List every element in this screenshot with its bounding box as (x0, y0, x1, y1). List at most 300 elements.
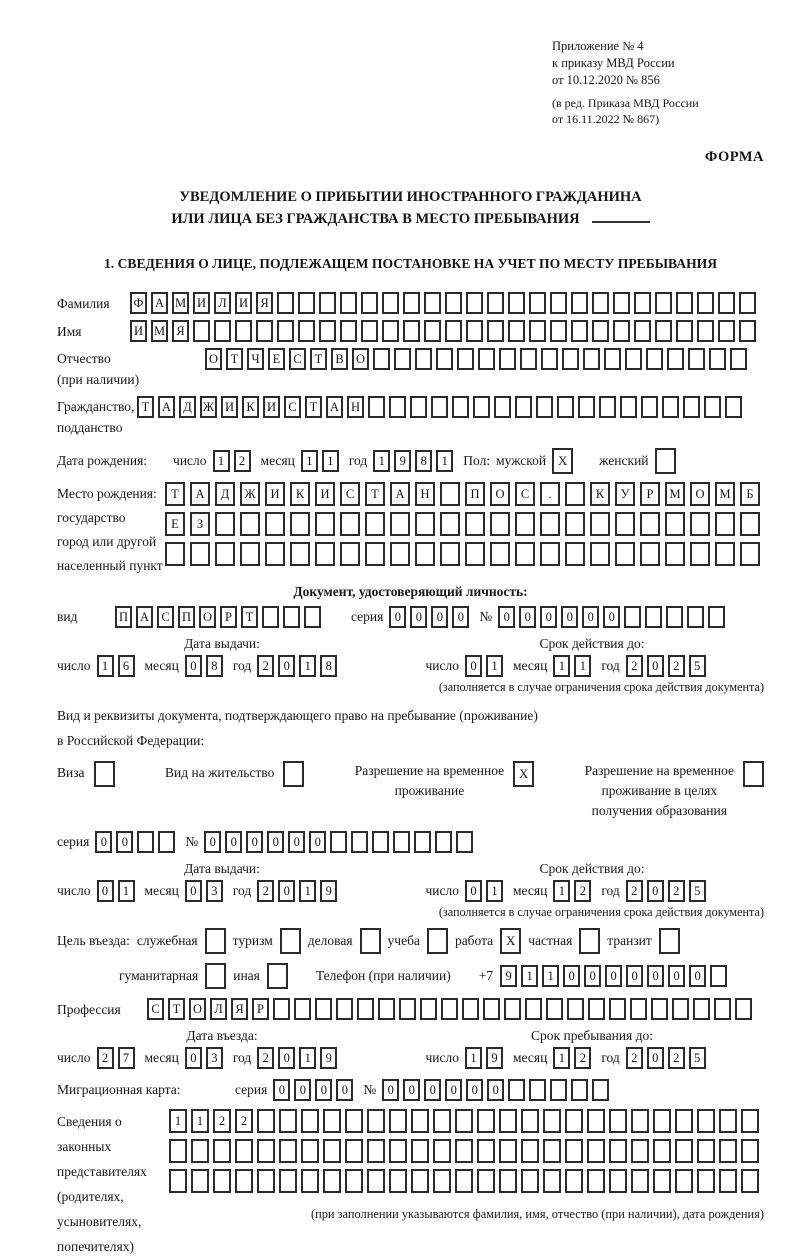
form-cell[interactable] (543, 1109, 561, 1133)
form-cell[interactable] (424, 292, 441, 314)
form-cell[interactable] (653, 1139, 671, 1163)
sex-female-checkbox[interactable] (655, 448, 676, 474)
form-cell[interactable]: 9 (394, 450, 411, 472)
form-cell[interactable] (477, 1139, 495, 1163)
form-cell[interactable] (340, 292, 357, 314)
form-cell[interactable]: 0 (273, 1079, 290, 1101)
form-cell[interactable]: 0 (647, 880, 664, 902)
form-cell[interactable]: 0 (605, 965, 622, 987)
form-cell[interactable] (697, 1169, 715, 1193)
form-cell[interactable]: П (178, 606, 195, 628)
form-cell[interactable]: 0 (95, 831, 112, 853)
form-cell[interactable] (499, 1139, 517, 1163)
form-cell[interactable] (529, 320, 546, 342)
form-cell[interactable]: П (115, 606, 132, 628)
form-cell[interactable] (382, 320, 399, 342)
form-cell[interactable] (389, 1169, 407, 1193)
form-cell[interactable] (466, 292, 483, 314)
form-cell[interactable] (667, 348, 684, 370)
form-cell[interactable] (361, 320, 378, 342)
form-cell[interactable]: Д (179, 396, 196, 418)
form-cell[interactable] (265, 512, 285, 536)
form-cell[interactable] (697, 320, 714, 342)
form-cell[interactable] (676, 292, 693, 314)
form-cell[interactable] (675, 1169, 693, 1193)
form-cell[interactable]: 1 (486, 880, 503, 902)
form-cell[interactable] (456, 831, 473, 853)
form-cell[interactable]: К (242, 396, 259, 418)
form-cell[interactable] (665, 542, 685, 566)
form-cell[interactable] (390, 542, 410, 566)
form-cell[interactable]: М (151, 320, 168, 342)
form-cell[interactable] (609, 1139, 627, 1163)
edu-permit-checkbox[interactable] (743, 761, 764, 787)
form-cell[interactable] (240, 542, 260, 566)
form-cell[interactable]: 9 (320, 1047, 337, 1069)
form-cell[interactable]: 2 (213, 1109, 231, 1133)
form-cell[interactable] (741, 1109, 759, 1133)
form-cell[interactable] (515, 396, 532, 418)
form-cell[interactable] (565, 1109, 583, 1133)
form-cell[interactable]: О (352, 348, 369, 370)
form-cell[interactable] (708, 606, 725, 628)
form-cell[interactable] (653, 1169, 671, 1193)
form-cell[interactable] (571, 292, 588, 314)
form-cell[interactable] (477, 1109, 495, 1133)
form-cell[interactable] (709, 348, 726, 370)
form-cell[interactable]: К (590, 482, 610, 506)
form-cell[interactable] (645, 606, 662, 628)
form-cell[interactable]: 2 (257, 655, 274, 677)
form-cell[interactable] (277, 320, 294, 342)
form-cell[interactable] (630, 998, 647, 1020)
form-cell[interactable]: 0 (410, 606, 427, 628)
form-cell[interactable] (655, 320, 672, 342)
form-cell[interactable] (683, 396, 700, 418)
form-cell[interactable]: 1 (436, 450, 453, 472)
form-cell[interactable] (435, 831, 452, 853)
form-cell[interactable] (345, 1169, 363, 1193)
form-cell[interactable]: С (147, 998, 164, 1020)
form-cell[interactable] (340, 542, 360, 566)
form-cell[interactable] (365, 542, 385, 566)
form-cell[interactable] (499, 1169, 517, 1193)
form-cell[interactable]: 2 (257, 880, 274, 902)
form-cell[interactable] (515, 542, 535, 566)
form-cell[interactable] (420, 998, 437, 1020)
form-cell[interactable]: 0 (668, 965, 685, 987)
form-cell[interactable]: 1 (486, 655, 503, 677)
form-cell[interactable] (515, 512, 535, 536)
form-cell[interactable] (445, 292, 462, 314)
form-cell[interactable]: И (263, 396, 280, 418)
form-cell[interactable] (373, 348, 390, 370)
form-cell[interactable]: Ч (247, 348, 264, 370)
form-cell[interactable] (399, 998, 416, 1020)
form-cell[interactable]: О (690, 482, 710, 506)
form-cell[interactable] (455, 1109, 473, 1133)
form-cell[interactable] (158, 831, 175, 853)
form-cell[interactable]: Л (214, 292, 231, 314)
form-cell[interactable] (490, 512, 510, 536)
form-cell[interactable]: 0 (225, 831, 242, 853)
form-cell[interactable]: И (193, 292, 210, 314)
form-cell[interactable] (718, 320, 735, 342)
form-cell[interactable]: 0 (466, 1079, 483, 1101)
form-cell[interactable] (588, 998, 605, 1020)
form-cell[interactable]: 1 (574, 655, 591, 677)
form-cell[interactable]: 1 (301, 450, 318, 472)
form-cell[interactable] (367, 1169, 385, 1193)
form-cell[interactable]: 2 (626, 655, 643, 677)
form-cell[interactable] (730, 348, 747, 370)
form-cell[interactable] (599, 396, 616, 418)
form-cell[interactable] (214, 320, 231, 342)
form-cell[interactable]: С (340, 482, 360, 506)
form-cell[interactable] (433, 1109, 451, 1133)
form-cell[interactable] (567, 998, 584, 1020)
form-cell[interactable]: Ж (240, 482, 260, 506)
form-cell[interactable] (740, 542, 760, 566)
form-cell[interactable] (191, 1139, 209, 1163)
form-cell[interactable]: 0 (294, 1079, 311, 1101)
form-cell[interactable]: 2 (626, 1047, 643, 1069)
temp-permit-checkbox[interactable]: X (513, 761, 534, 787)
form-cell[interactable]: 1 (373, 450, 390, 472)
form-cell[interactable] (478, 348, 495, 370)
form-cell[interactable] (169, 1139, 187, 1163)
form-cell[interactable] (646, 348, 663, 370)
purpose-private-checkbox[interactable] (579, 928, 600, 954)
form-cell[interactable]: 3 (206, 1047, 223, 1069)
purpose-official-checkbox[interactable] (205, 928, 226, 954)
form-cell[interactable] (415, 542, 435, 566)
form-cell[interactable]: 5 (689, 1047, 706, 1069)
form-cell[interactable]: 0 (647, 1047, 664, 1069)
form-cell[interactable] (529, 292, 546, 314)
form-cell[interactable] (403, 292, 420, 314)
form-cell[interactable]: Т (165, 482, 185, 506)
form-cell[interactable] (592, 292, 609, 314)
form-cell[interactable] (301, 1139, 319, 1163)
form-cell[interactable] (304, 606, 321, 628)
form-cell[interactable]: 1 (542, 965, 559, 987)
form-cell[interactable] (367, 1109, 385, 1133)
form-cell[interactable] (213, 1169, 231, 1193)
visa-checkbox[interactable] (94, 761, 115, 787)
form-cell[interactable]: 1 (213, 450, 230, 472)
form-cell[interactable] (583, 348, 600, 370)
form-cell[interactable] (382, 292, 399, 314)
form-cell[interactable]: 0 (246, 831, 263, 853)
form-cell[interactable] (631, 1109, 649, 1133)
form-cell[interactable]: 0 (403, 1079, 420, 1101)
form-cell[interactable]: 0 (185, 655, 202, 677)
form-cell[interactable] (315, 542, 335, 566)
form-cell[interactable]: И (235, 292, 252, 314)
form-cell[interactable] (440, 482, 460, 506)
form-cell[interactable]: 1 (553, 880, 570, 902)
form-cell[interactable]: А (190, 482, 210, 506)
form-cell[interactable] (613, 292, 630, 314)
form-cell[interactable] (666, 606, 683, 628)
form-cell[interactable] (257, 1109, 275, 1133)
form-cell[interactable] (440, 542, 460, 566)
form-cell[interactable]: 2 (626, 880, 643, 902)
form-cell[interactable] (697, 1139, 715, 1163)
form-cell[interactable] (319, 320, 336, 342)
form-cell[interactable] (494, 396, 511, 418)
form-cell[interactable] (487, 292, 504, 314)
form-cell[interactable] (540, 512, 560, 536)
form-cell[interactable] (414, 831, 431, 853)
form-cell[interactable] (462, 998, 479, 1020)
form-cell[interactable] (319, 292, 336, 314)
form-cell[interactable] (725, 396, 742, 418)
form-cell[interactable]: Я (231, 998, 248, 1020)
form-cell[interactable] (615, 542, 635, 566)
form-cell[interactable]: 0 (689, 965, 706, 987)
form-cell[interactable]: Р (640, 482, 660, 506)
form-cell[interactable]: 2 (668, 655, 685, 677)
form-cell[interactable]: Т (305, 396, 322, 418)
residence-permit-checkbox[interactable] (283, 761, 304, 787)
form-cell[interactable]: 0 (204, 831, 221, 853)
form-cell[interactable]: В (331, 348, 348, 370)
form-cell[interactable]: Р (252, 998, 269, 1020)
form-cell[interactable]: 5 (689, 880, 706, 902)
form-cell[interactable] (739, 320, 756, 342)
form-cell[interactable] (719, 1109, 737, 1133)
form-cell[interactable]: 0 (540, 606, 557, 628)
form-cell[interactable] (323, 1169, 341, 1193)
form-cell[interactable]: И (221, 396, 238, 418)
form-cell[interactable] (741, 1139, 759, 1163)
form-cell[interactable] (550, 292, 567, 314)
purpose-humanitarian-checkbox[interactable] (205, 963, 226, 989)
form-cell[interactable] (540, 542, 560, 566)
form-cell[interactable]: 2 (668, 1047, 685, 1069)
form-cell[interactable]: Т (241, 606, 258, 628)
form-cell[interactable] (301, 1109, 319, 1133)
form-cell[interactable]: И (130, 320, 147, 342)
form-cell[interactable] (675, 1139, 693, 1163)
form-cell[interactable]: А (326, 396, 343, 418)
form-cell[interactable] (257, 1169, 275, 1193)
form-cell[interactable]: 0 (626, 965, 643, 987)
form-cell[interactable] (719, 1169, 737, 1193)
form-cell[interactable] (431, 396, 448, 418)
form-cell[interactable]: М (715, 482, 735, 506)
form-cell[interactable]: С (289, 348, 306, 370)
form-cell[interactable] (389, 1139, 407, 1163)
form-cell[interactable] (620, 396, 637, 418)
form-cell[interactable] (323, 1109, 341, 1133)
form-cell[interactable] (676, 320, 693, 342)
form-cell[interactable] (191, 1169, 209, 1193)
form-cell[interactable] (455, 1169, 473, 1193)
form-cell[interactable]: Л (210, 998, 227, 1020)
form-cell[interactable] (389, 1109, 407, 1133)
form-cell[interactable] (525, 998, 542, 1020)
form-cell[interactable]: Я (256, 292, 273, 314)
form-cell[interactable] (441, 998, 458, 1020)
form-cell[interactable] (345, 1139, 363, 1163)
form-cell[interactable] (508, 1079, 525, 1101)
form-cell[interactable]: Т (168, 998, 185, 1020)
form-cell[interactable] (240, 512, 260, 536)
form-cell[interactable] (550, 1079, 567, 1101)
form-cell[interactable] (390, 512, 410, 536)
form-cell[interactable] (543, 1169, 561, 1193)
form-cell[interactable]: И (265, 482, 285, 506)
form-cell[interactable] (235, 1139, 253, 1163)
form-cell[interactable]: Е (268, 348, 285, 370)
form-cell[interactable] (641, 396, 658, 418)
form-cell[interactable] (465, 542, 485, 566)
form-cell[interactable] (411, 1139, 429, 1163)
form-cell[interactable]: 0 (185, 880, 202, 902)
form-cell[interactable]: 1 (169, 1109, 187, 1133)
form-cell[interactable]: 1 (299, 880, 316, 902)
form-cell[interactable] (536, 396, 553, 418)
form-cell[interactable] (273, 998, 290, 1020)
form-cell[interactable] (378, 998, 395, 1020)
form-cell[interactable] (290, 542, 310, 566)
form-cell[interactable] (415, 348, 432, 370)
form-cell[interactable] (609, 998, 626, 1020)
form-cell[interactable] (294, 998, 311, 1020)
form-cell[interactable] (557, 396, 574, 418)
purpose-tourism-checkbox[interactable] (280, 928, 301, 954)
form-cell[interactable]: 2 (235, 1109, 253, 1133)
form-cell[interactable] (565, 1169, 583, 1193)
form-cell[interactable] (262, 606, 279, 628)
form-cell[interactable] (137, 831, 154, 853)
form-cell[interactable] (368, 396, 385, 418)
purpose-study-checkbox[interactable] (427, 928, 448, 954)
form-cell[interactable] (740, 512, 760, 536)
form-cell[interactable] (714, 998, 731, 1020)
form-cell[interactable] (571, 1079, 588, 1101)
form-cell[interactable]: 0 (465, 655, 482, 677)
form-cell[interactable]: 2 (574, 880, 591, 902)
form-cell[interactable] (490, 542, 510, 566)
purpose-other-checkbox[interactable] (267, 963, 288, 989)
form-cell[interactable]: Ф (130, 292, 147, 314)
form-cell[interactable] (690, 512, 710, 536)
purpose-work-checkbox[interactable]: X (500, 928, 521, 954)
form-cell[interactable] (389, 396, 406, 418)
form-cell[interactable] (487, 320, 504, 342)
form-cell[interactable] (403, 320, 420, 342)
form-cell[interactable]: Р (220, 606, 237, 628)
form-cell[interactable] (235, 1169, 253, 1193)
form-cell[interactable]: А (390, 482, 410, 506)
form-cell[interactable] (697, 292, 714, 314)
form-cell[interactable] (704, 396, 721, 418)
form-cell[interactable] (590, 542, 610, 566)
form-cell[interactable] (436, 348, 453, 370)
form-cell[interactable]: М (172, 292, 189, 314)
form-cell[interactable]: 0 (278, 1047, 295, 1069)
form-cell[interactable] (279, 1109, 297, 1133)
form-cell[interactable]: 0 (561, 606, 578, 628)
form-cell[interactable]: 2 (234, 450, 251, 472)
form-cell[interactable] (640, 542, 660, 566)
form-cell[interactable]: 0 (389, 606, 406, 628)
form-cell[interactable] (336, 998, 353, 1020)
form-cell[interactable]: 0 (603, 606, 620, 628)
form-cell[interactable] (615, 512, 635, 536)
form-cell[interactable] (257, 1139, 275, 1163)
form-cell[interactable] (624, 606, 641, 628)
form-cell[interactable]: 8 (320, 655, 337, 677)
form-cell[interactable] (565, 482, 585, 506)
form-cell[interactable]: Т (365, 482, 385, 506)
form-cell[interactable]: 0 (647, 655, 664, 677)
form-cell[interactable]: 0 (498, 606, 515, 628)
form-cell[interactable]: 0 (519, 606, 536, 628)
form-cell[interactable]: 0 (465, 880, 482, 902)
form-cell[interactable] (465, 512, 485, 536)
form-cell[interactable] (283, 606, 300, 628)
form-cell[interactable]: 8 (206, 655, 223, 677)
form-cell[interactable]: О (205, 348, 222, 370)
form-cell[interactable]: З (190, 512, 210, 536)
form-cell[interactable] (235, 320, 252, 342)
form-cell[interactable] (543, 1139, 561, 1163)
form-cell[interactable] (587, 1169, 605, 1193)
form-cell[interactable]: 0 (445, 1079, 462, 1101)
form-cell[interactable] (298, 320, 315, 342)
form-cell[interactable]: 0 (278, 880, 295, 902)
form-cell[interactable] (424, 320, 441, 342)
form-cell[interactable] (215, 512, 235, 536)
form-cell[interactable] (634, 292, 651, 314)
form-cell[interactable] (640, 512, 660, 536)
form-cell[interactable] (508, 292, 525, 314)
form-cell[interactable] (365, 512, 385, 536)
form-cell[interactable]: 2 (257, 1047, 274, 1069)
form-cell[interactable] (330, 831, 347, 853)
form-cell[interactable]: 1 (465, 1047, 482, 1069)
form-cell[interactable] (279, 1139, 297, 1163)
form-cell[interactable] (687, 606, 704, 628)
form-cell[interactable]: 2 (668, 880, 685, 902)
form-cell[interactable] (571, 320, 588, 342)
form-cell[interactable]: 1 (553, 1047, 570, 1069)
form-cell[interactable] (693, 998, 710, 1020)
form-cell[interactable]: 1 (299, 655, 316, 677)
form-cell[interactable]: К (290, 482, 310, 506)
form-cell[interactable]: О (490, 482, 510, 506)
form-cell[interactable] (265, 542, 285, 566)
form-cell[interactable] (651, 998, 668, 1020)
form-cell[interactable]: 5 (689, 655, 706, 677)
form-cell[interactable] (675, 1109, 693, 1133)
form-cell[interactable] (361, 292, 378, 314)
form-cell[interactable] (367, 1139, 385, 1163)
form-cell[interactable] (541, 348, 558, 370)
form-cell[interactable] (499, 1109, 517, 1133)
form-cell[interactable]: 3 (206, 880, 223, 902)
form-cell[interactable]: 0 (278, 655, 295, 677)
form-cell[interactable]: 2 (574, 1047, 591, 1069)
form-cell[interactable] (410, 396, 427, 418)
form-cell[interactable]: 0 (647, 965, 664, 987)
form-cell[interactable]: Т (226, 348, 243, 370)
